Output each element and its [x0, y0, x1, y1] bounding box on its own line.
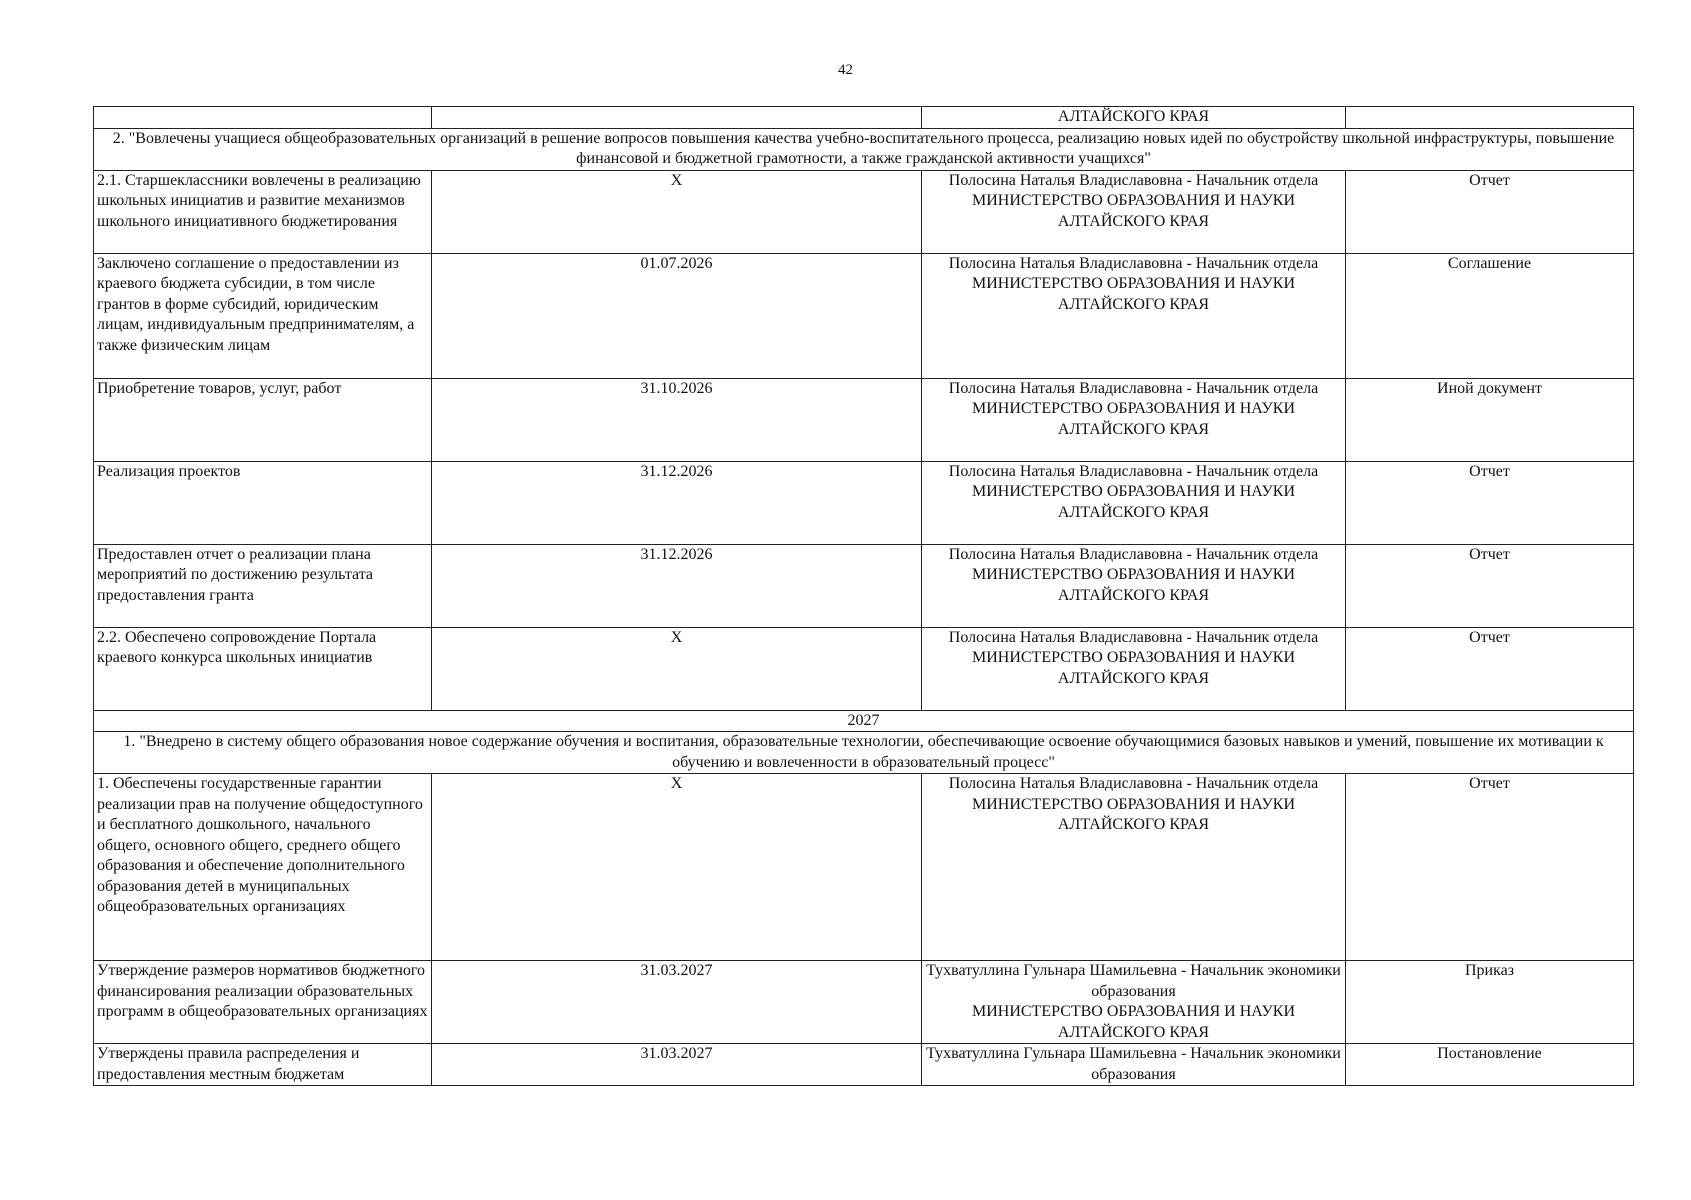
- year-heading: 2027: [94, 710, 1634, 732]
- date-cell: 31.10.2026: [432, 378, 922, 461]
- responsible-cell: [922, 1044, 1346, 1086]
- responsible-org: МИНИСТЕРСТВО ОБРАЗОВАНИЯ И НАУКИ АЛТАЙСКОГО КРАЯ: [971, 275, 1295, 313]
- responsible-cell: [922, 961, 1346, 1044]
- year-row: [94, 710, 1634, 732]
- responsible-person: Полосина Наталья Владиславовна - Начальник отдела: [948, 775, 1319, 792]
- responsible-org: МИНИСТЕРСТВО ОБРАЗОВАНИЯ И НАУКИ АЛТАЙСКОГО КРАЯ: [971, 566, 1295, 604]
- responsible-person: Полосина Наталья Владиславовна - Начальник отдела: [948, 545, 1319, 563]
- table-row: [94, 378, 1634, 461]
- document-cell: Отчет: [1346, 461, 1634, 544]
- responsible-org: МИНИСТЕРСТВО ОБРАЗОВАНИЯ И НАУКИ АЛТАЙСКОГО КРАЯ: [971, 1003, 1295, 1041]
- responsible-org: МИНИСТЕРСТВО ОБРАЗОВАНИЯ И НАУКИ АЛТАЙСКОГО КРАЯ: [971, 483, 1295, 521]
- event-cell: 2.2. Обеспечено сопровождение Портала краевого конкурса школьных инициатив: [94, 627, 432, 710]
- page-number: 42: [838, 62, 853, 78]
- responsible-person: Полосина Наталья Владиславовна - Начальник отдела: [948, 462, 1319, 480]
- table-row: [94, 170, 1634, 253]
- date-cell: 31.03.2027: [432, 961, 922, 1044]
- event-cell: Утверждение размеров нормативов бюджетного финансирования реализации образовательных программ в общеобразовательных организациях: [94, 961, 432, 1044]
- section-row: [94, 732, 1634, 774]
- event-cell: 1. Обеспечены государственные гарантии реализации прав на получение общедоступного и бесплатного дошкольного, начального общего, основного общего, среднего общего образования и обеспечение дополнительного образования детей в муниципальных общеобразовательных организациях: [94, 774, 432, 961]
- table-row: [94, 461, 1634, 544]
- table-row: [94, 1044, 1634, 1086]
- date-cell: 31.12.2026: [432, 461, 922, 544]
- document-cell: Отчет: [1346, 627, 1634, 710]
- responsible-person: Полосина Наталья Владиславовна - Начальник отдела: [948, 628, 1319, 646]
- date-cell: 31.12.2026: [432, 544, 922, 627]
- section-row: [94, 128, 1634, 170]
- document-cell: Соглашение: [1346, 253, 1634, 378]
- document-cell: Отчет: [1346, 774, 1634, 961]
- table-row: [94, 627, 1634, 710]
- table-row: [94, 961, 1634, 1044]
- event-cell: Реализация проектов: [94, 461, 432, 544]
- responsible-cell: [922, 253, 1346, 378]
- responsible-cell: [922, 461, 1346, 544]
- responsible-org: МИНИСТЕРСТВО ОБРАЗОВАНИЯ И НАУКИ АЛТАЙСКОГО КРАЯ: [971, 192, 1295, 230]
- responsible-person: Тухватуллина Гульнара Шамильевна - Начальник экономики образования: [926, 962, 1341, 1000]
- event-cell: 2.1. Старшеклассники вовлечены в реализацию школьных инициатив и развитие механизмов школьного инициативного бюджетирования: [94, 170, 432, 253]
- responsible-cell: [922, 544, 1346, 627]
- table-row: [94, 544, 1634, 627]
- section-title: 1. "Внедрено в систему общего образования новое содержание обучения и воспитания, образовательные технологии, обеспечивающие освоение обучающимися базовых навыков и умений, повышение их мотивации к обучению и вовлеченности в образовательный процесс": [94, 732, 1634, 774]
- document-cell: Иной документ: [1346, 378, 1634, 461]
- event-cell: [94, 107, 432, 129]
- continuation-row: [94, 107, 1634, 129]
- responsible-org: МИНИСТЕРСТВО ОБРАЗОВАНИЯ И НАУКИ АЛТАЙСКОГО КРАЯ: [971, 795, 1295, 833]
- responsible-cell: [922, 627, 1346, 710]
- plan-table: [93, 106, 1634, 1086]
- document-cell: Отчет: [1346, 170, 1634, 253]
- responsible-cell: АЛТАЙСКОГО КРАЯ: [922, 107, 1346, 129]
- event-cell: Утверждены правила распределения и предоставления местным бюджетам: [94, 1044, 432, 1086]
- responsible-cell: [922, 774, 1346, 961]
- date-cell: 31.03.2027: [432, 1044, 922, 1086]
- responsible-person: Полосина Наталья Владиславовна - Начальник отдела: [948, 171, 1319, 189]
- event-cell: Приобретение товаров, услуг, работ: [94, 378, 432, 461]
- table-row: [94, 774, 1634, 961]
- responsible-cell: [922, 170, 1346, 253]
- date-cell: Х: [432, 170, 922, 253]
- date-cell: Х: [432, 627, 922, 710]
- responsible-cell: [922, 378, 1346, 461]
- section-title: 2. "Вовлечены учащиеся общеобразовательных организаций в решение вопросов повышения качества учебно-воспитательного процесса, реализацию новых идей по обустройству школьной инфраструктуры, повышение финансовой и бюджетной грамотности, а также гражданской активности учащихся": [94, 128, 1634, 170]
- document-cell: Приказ: [1346, 961, 1634, 1044]
- responsible-person: Полосина Наталья Владиславовна - Начальник отдела: [948, 254, 1319, 272]
- date-cell: Х: [432, 774, 922, 961]
- date-cell: [432, 107, 922, 129]
- event-cell: Заключено соглашение о предоставлении из краевого бюджета субсидии, в том числе грантов в форме субсидий, юридическим лицам, индивидуальным предпринимателям, а также физическим лицам: [94, 253, 432, 378]
- date-cell: 01.07.2026: [432, 253, 922, 378]
- responsible-person: Тухватуллина Гульнара Шамильевна - Начальник экономики образования: [926, 1045, 1341, 1083]
- table-row: [94, 253, 1634, 378]
- document-cell: [1346, 107, 1634, 129]
- responsible-org: МИНИСТЕРСТВО ОБРАЗОВАНИЯ И НАУКИ АЛТАЙСКОГО КРАЯ: [971, 400, 1295, 438]
- document-cell: Постановление: [1346, 1044, 1634, 1086]
- responsible-org: МИНИСТЕРСТВО ОБРАЗОВАНИЯ И НАУКИ АЛТАЙСКОГО КРАЯ: [971, 649, 1295, 687]
- event-cell: Предоставлен отчет о реализации плана мероприятий по достижению результата предоставления гранта: [94, 544, 432, 627]
- responsible-person: Полосина Наталья Владиславовна - Начальник отдела: [948, 379, 1319, 397]
- document-cell: Отчет: [1346, 544, 1634, 627]
